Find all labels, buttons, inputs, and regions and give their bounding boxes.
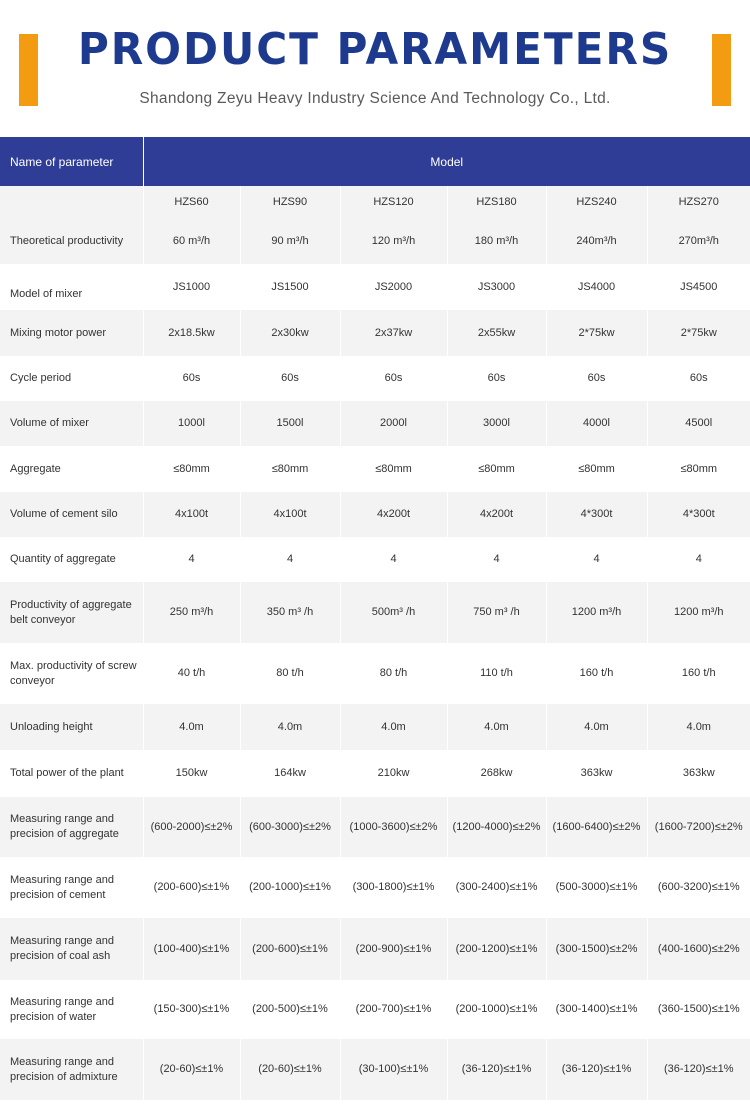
model-name-cell: HZS90 [240, 186, 340, 218]
param-value: 110 t/h [447, 643, 546, 704]
param-value: 4 [143, 537, 240, 582]
param-value: 350 m³ /h [240, 582, 340, 643]
table-row [0, 918, 750, 980]
param-value: (500-3000)≤±1% [546, 857, 647, 918]
param-label: Unloading height [0, 704, 143, 750]
param-value: 4 [546, 537, 647, 582]
param-value: 2x37kw [340, 310, 447, 356]
table-row [0, 750, 750, 797]
param-value: JS1500 [240, 264, 340, 310]
param-value: 4x200t [447, 492, 546, 537]
param-value: (200-600)≤±1% [143, 857, 240, 918]
table-row [0, 582, 750, 643]
param-value: 4.0m [447, 704, 546, 750]
param-value: (30-100)≤±1% [340, 1039, 447, 1100]
param-label: Theoretical productivity [0, 218, 143, 264]
param-value: 363kw [647, 750, 750, 797]
param-value: 4x200t [340, 492, 447, 537]
param-value: ≤80mm [240, 446, 340, 492]
param-value: (600-3200)≤±1% [647, 857, 750, 918]
param-value: (300-1500)≤±2% [546, 918, 647, 980]
table-row [0, 980, 750, 1039]
param-value: (150-300)≤±1% [143, 980, 240, 1039]
param-label: Mixing motor power [0, 310, 143, 356]
model-name-cell: HZS240 [546, 186, 647, 218]
param-label: Measuring range and precision of admixture [0, 1039, 143, 1100]
param-value: 80 t/h [240, 643, 340, 704]
param-value: 4 [647, 537, 750, 582]
param-label: Volume of cement silo [0, 492, 143, 537]
param-value: 250 m³/h [143, 582, 240, 643]
param-value: (36-120)≤±1% [546, 1039, 647, 1100]
table-row [0, 356, 750, 401]
param-value: 270m³/h [647, 218, 750, 264]
table-row [0, 704, 750, 750]
param-value: ≤80mm [143, 446, 240, 492]
param-value: 4 [340, 537, 447, 582]
param-value: 240m³/h [546, 218, 647, 264]
param-value: (200-1000)≤±1% [240, 857, 340, 918]
param-value: 60s [143, 356, 240, 401]
param-value: 4.0m [647, 704, 750, 750]
table-row [0, 1039, 750, 1100]
param-label: Total power of the plant [0, 750, 143, 797]
param-value: 60 m³/h [143, 218, 240, 264]
table-row [0, 537, 750, 582]
param-value: ≤80mm [447, 446, 546, 492]
param-value: 4x100t [240, 492, 340, 537]
param-value: 60s [340, 356, 447, 401]
param-value: ≤80mm [647, 446, 750, 492]
param-value: 1200 m³/h [546, 582, 647, 643]
param-value: (300-1800)≤±1% [340, 857, 447, 918]
param-value: (200-600)≤±1% [240, 918, 340, 980]
param-value: 2x55kw [447, 310, 546, 356]
param-value: 164kw [240, 750, 340, 797]
param-label: Cycle period [0, 356, 143, 401]
param-value: 210kw [340, 750, 447, 797]
table-header-row [0, 137, 750, 186]
param-value: 4.0m [340, 704, 447, 750]
param-value: 120 m³/h [340, 218, 447, 264]
table-row [0, 446, 750, 492]
param-label: Aggregate [0, 446, 143, 492]
table-row [0, 401, 750, 446]
param-value: 3000l [447, 401, 546, 446]
param-label: Measuring range and precision of water [0, 980, 143, 1039]
table-row [0, 857, 750, 918]
param-value: (36-120)≤±1% [447, 1039, 546, 1100]
parameters-table [0, 137, 750, 1100]
model-name-cell: HZS120 [340, 186, 447, 218]
param-value: 1000l [143, 401, 240, 446]
param-label: Volume of mixer [0, 401, 143, 446]
param-label: Productivity of aggregate belt conveyor [0, 582, 143, 643]
param-value: (300-1400)≤±1% [546, 980, 647, 1039]
param-value: (1600-7200)≤±2% [647, 797, 750, 857]
param-value: (1600-6400)≤±2% [546, 797, 647, 857]
model-names-row [0, 186, 750, 218]
param-value: (100-400)≤±1% [143, 918, 240, 980]
param-label: Measuring range and precision of cement [0, 857, 143, 918]
company-subtitle: Shandong Zeyu Heavy Industry Science And Technology Co., Ltd. [139, 90, 611, 107]
param-value: JS2000 [340, 264, 447, 310]
param-value: 1500l [240, 401, 340, 446]
param-label: Measuring range and precision of aggregate [0, 797, 143, 857]
param-value: (300-2400)≤±1% [447, 857, 546, 918]
param-value: (200-1200)≤±1% [447, 918, 546, 980]
table-row [0, 264, 750, 310]
param-value: (1200-4000)≤±2% [447, 797, 546, 857]
param-value: 4.0m [143, 704, 240, 750]
param-value: 40 t/h [143, 643, 240, 704]
page-title: PRODUCT PARAMETERS [77, 24, 673, 75]
param-value: JS3000 [447, 264, 546, 310]
table-row [0, 492, 750, 537]
table-row [0, 310, 750, 356]
param-value: 80 t/h [340, 643, 447, 704]
param-value: 60s [546, 356, 647, 401]
param-value: 2x18.5kw [143, 310, 240, 356]
param-value: JS4500 [647, 264, 750, 310]
param-value: JS1000 [143, 264, 240, 310]
param-value: 4 [447, 537, 546, 582]
param-value: (200-700)≤±1% [340, 980, 447, 1039]
param-value: 160 t/h [647, 643, 750, 704]
param-value: 2*75kw [546, 310, 647, 356]
param-value: (20-60)≤±1% [143, 1039, 240, 1100]
param-value: (400-1600)≤±2% [647, 918, 750, 980]
param-value: 500m³ /h [340, 582, 447, 643]
param-label: Max. productivity of screw conveyor [0, 643, 143, 704]
param-value: 4*300t [647, 492, 750, 537]
param-value: 750 m³ /h [447, 582, 546, 643]
param-name-header: Name of parameter [0, 137, 143, 186]
blank-cell [0, 186, 143, 218]
param-value: (200-500)≤±1% [240, 980, 340, 1039]
param-value: (360-1500)≤±1% [647, 980, 750, 1039]
param-value: 60s [240, 356, 340, 401]
param-value: (600-3000)≤±2% [240, 797, 340, 857]
param-value: (200-900)≤±1% [340, 918, 447, 980]
model-name-cell: HZS60 [143, 186, 240, 218]
param-value: (20-60)≤±1% [240, 1039, 340, 1100]
param-value: 180 m³/h [447, 218, 546, 264]
param-value: (1000-3600)≤±2% [340, 797, 447, 857]
param-value: (600-2000)≤±2% [143, 797, 240, 857]
param-value: (36-120)≤±1% [647, 1039, 750, 1100]
table-row [0, 797, 750, 857]
param-label: Measuring range and precision of coal ash [0, 918, 143, 980]
param-value: 4000l [546, 401, 647, 446]
param-value: ≤80mm [546, 446, 647, 492]
param-value: (200-1000)≤±1% [447, 980, 546, 1039]
param-value: 2*75kw [647, 310, 750, 356]
param-label: Quantity of aggregate [0, 537, 143, 582]
model-name-cell: HZS270 [647, 186, 750, 218]
param-value: 268kw [447, 750, 546, 797]
param-value: 150kw [143, 750, 240, 797]
param-value: 160 t/h [546, 643, 647, 704]
param-value: 2x30kw [240, 310, 340, 356]
table-row [0, 643, 750, 704]
param-value: 4.0m [240, 704, 340, 750]
param-value: 4*300t [546, 492, 647, 537]
model-header: Model [143, 137, 750, 186]
page-header [0, 0, 750, 137]
param-value: 60s [647, 356, 750, 401]
param-value: 363kw [546, 750, 647, 797]
param-value: 4500l [647, 401, 750, 446]
param-value: 4 [240, 537, 340, 582]
param-value: ≤80mm [340, 446, 447, 492]
param-value: 2000l [340, 401, 447, 446]
param-value: 4.0m [546, 704, 647, 750]
param-value: 4x100t [143, 492, 240, 537]
param-label: Model of mixer [0, 264, 143, 310]
table-row [0, 218, 750, 264]
param-value: 1200 m³/h [647, 582, 750, 643]
param-value: 90 m³/h [240, 218, 340, 264]
param-value: 60s [447, 356, 546, 401]
model-name-cell: HZS180 [447, 186, 546, 218]
param-value: JS4000 [546, 264, 647, 310]
